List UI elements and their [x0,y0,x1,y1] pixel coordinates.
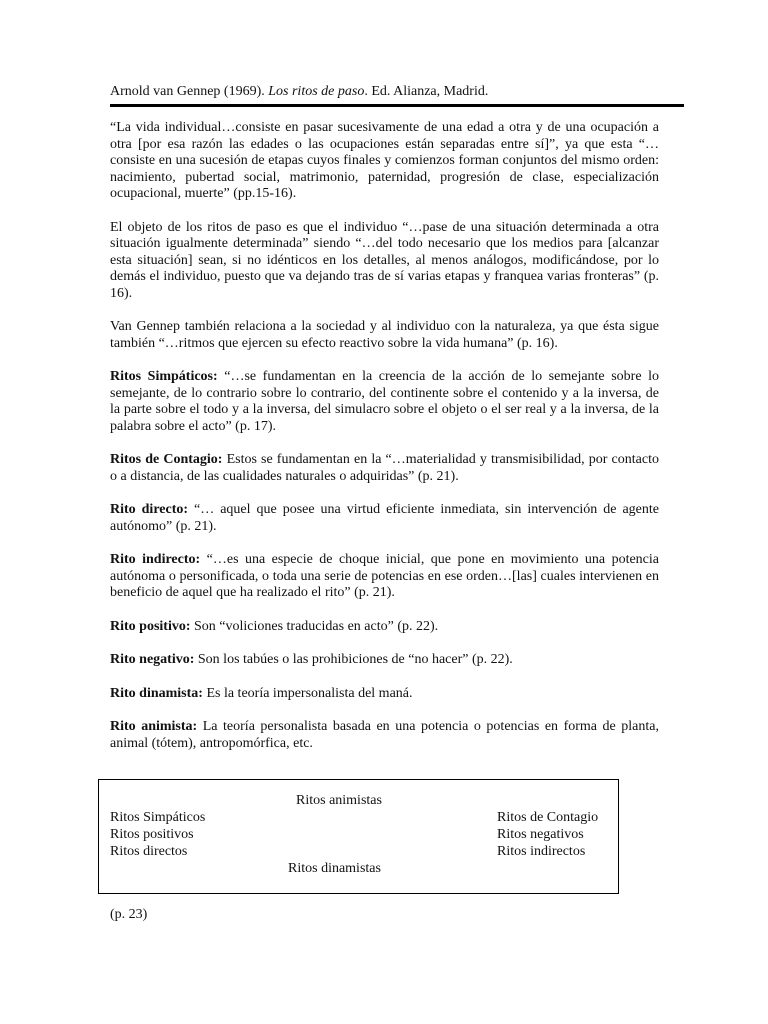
paragraph-term: Ritos Simpáticos: [110,369,218,384]
diagram-left-label: Ritos directos [110,844,188,859]
paragraph-term: Rito negativo: [110,652,195,667]
diagram-left-label: Ritos positivos [110,827,194,842]
diagram-top-label: Ritos animistas [296,793,382,808]
page-reference: (p. 23) [110,907,148,922]
paragraph-text: El objeto de los ritos de paso es que el individuo “…pase de una situación determinada a otra situación igualmente determinada” siendo “…del todo necesario que los medios para [alcanzar esta situación] sean, si no idénticos en los detalles, al menos análogos, modificándose, por lo demás el individuo, puesto que va dejando tras de sí varias etapas y franquea varias fronteras” (p. 16). [110,219,659,301]
paragraph [110,452,659,485]
citation-header [110,84,682,101]
diagram-right-label: Ritos indirectos [497,844,586,859]
paragraph-term: Rito positivo: [110,618,191,634]
paragraph-text: “…se fundamentan en la creencia de la acción de lo semejante sobre lo semejante, de lo contrario sobre lo contrario, del continente sobre el contenido y a la inversa, de la parte sobre el todo y a la inversa, del simulacro sobre el objeto o el ser real y a la inversa, de la palabra sobre el acto” (p. 17). [110,369,659,434]
rites-classification-box [98,779,619,894]
citation-prefix: Arnold van Gennep (1969). [110,84,269,99]
body-text [110,120,659,769]
paragraph-text: “… aquel que posee una virtud eficiente inmediata, sin intervención de agente autónomo” (p. 21). [110,502,659,534]
paragraph [110,319,659,352]
paragraph-term: Rito directo: [110,502,189,517]
paragraph-text: Es la teoría impersonalista del maná. [202,685,413,701]
paragraph-term: Rito indirecto: [110,552,201,567]
paragraph [110,120,659,203]
citation-suffix: . Ed. Alianza, Madrid. [364,84,489,99]
diagram-right-label: Ritos negativos [497,827,584,842]
paragraph-term: Rito dinamista: [110,685,203,701]
paragraph-text: Van Gennep también relaciona a la sociedad y al individuo con la naturaleza, ya que ésta sigue también “…ritmos que ejercen su efecto reactivo sobre la vida humana” (p. 16). [110,319,659,351]
paragraph-text: Son los tabúes o las prohibiciones de “no hacer” (p. 22). [194,652,513,667]
paragraph [110,652,659,669]
paragraph-text: La teoría personalista basada en una potencia o potencias en forma de planta, animal (tótem), antropomórfica, etc. [110,719,659,751]
diagram-left-label: Ritos Simpáticos [110,810,206,825]
paragraph-text: “…es una especie de choque inicial, que pone en movimiento una potencia autónoma o personificada, o toda una serie de potencias en ese orden…[las] cuales intervienen en beneficio de aquel que ha realizado el rito” (p. 21). [110,552,659,600]
paragraph [110,220,659,303]
diagram-bottom-label: Ritos dinamistas [288,861,381,876]
paragraph [110,369,659,435]
paragraph-text: “La vida individual…consiste en pasar sucesivamente de una edad a otra y de una ocupación a otra [por esa razón las edades o las ocupaciones están separadas entre sí]”, ya que esta “…consiste en una sucesión de etapas cuyos finales y comienzos forman conjuntos del mismo orden: nacimiento, pubertad social, matrimonio, paternidad, progresión de clase, especialización ocupacional, muerte” (pp.15-16). [110,120,659,201]
header-rule [110,104,684,107]
diagram-right-label: Ritos de Contagio [497,810,599,825]
paragraph-text: Son “voliciones traducidas en acto” (p. 22). [190,618,439,634]
paragraph [110,502,659,535]
paragraph [110,619,659,636]
paragraph [110,686,659,703]
paragraph [110,719,659,752]
paragraph-term: Rito animista: [110,719,198,734]
paragraph-term: Ritos de Contagio: [110,452,223,467]
paragraph-text: Estos se fundamentan en la “…materialidad y transmisibilidad, por contacto o a distancia, de las cualidades naturales o adquiridas” (p. 21). [110,452,659,484]
book-title: Los ritos de paso [268,84,365,99]
paragraph [110,552,659,602]
